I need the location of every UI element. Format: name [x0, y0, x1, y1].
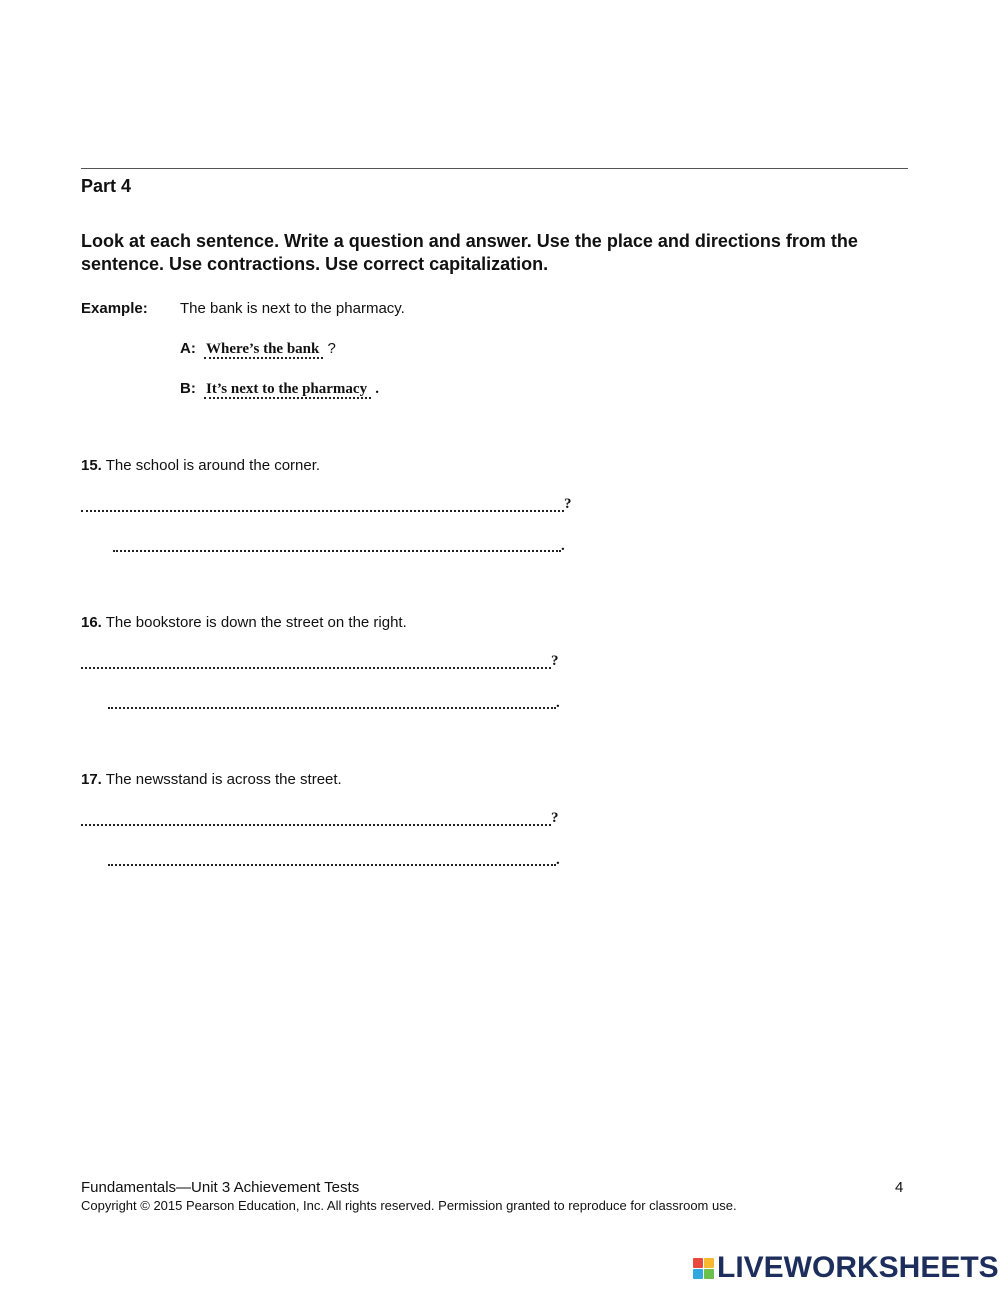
- question-sentence: The newsstand is across the street.: [105, 771, 342, 788]
- instructions: Look at each sentence. Write a question and answer. Use the place and directions from the sentence. Use contractions. Use correct capitalization.: [81, 231, 858, 274]
- example-b-answer: It’s next to the pharmacy: [204, 381, 371, 399]
- logo-square-blue: [693, 1269, 703, 1279]
- question-16: [81, 614, 407, 631]
- question-sentence: The bookstore is down the street on the right.: [105, 614, 407, 631]
- logo-square-red: [693, 1258, 703, 1268]
- example-a-answer: Where’s the bank: [204, 341, 323, 359]
- brand-name: LIVEWORKSHEETS: [717, 1251, 999, 1284]
- answer-17-question-mark: ?: [551, 810, 559, 826]
- liveworksheets-logo-icon: [693, 1258, 714, 1279]
- question-number: 16.: [81, 614, 102, 631]
- answer-17-period: .: [556, 852, 560, 868]
- example-a-punct: ?: [327, 340, 336, 357]
- answer-15-question-mark: ?: [564, 496, 572, 512]
- logo-square-yellow: [704, 1258, 714, 1268]
- part-title: Part 4: [81, 176, 132, 196]
- answer-15-period: .: [561, 538, 565, 554]
- example-b-punct: .: [375, 381, 380, 397]
- page-number: 4: [895, 1179, 904, 1196]
- example-answer-a: [180, 340, 336, 358]
- answer-16-answer-field[interactable]: [108, 705, 556, 709]
- footer-title: Fundamentals—Unit 3 Achievement Tests: [81, 1179, 360, 1196]
- example-answer-b: [180, 380, 379, 398]
- question-15: [81, 457, 320, 474]
- answer-16-period: .: [556, 695, 560, 711]
- question-sentence: The school is around the corner.: [105, 457, 321, 474]
- question-number: 15.: [81, 457, 102, 474]
- header-rule: [81, 168, 908, 169]
- example-a-label: A:: [180, 340, 196, 357]
- answer-16-question-field[interactable]: [81, 665, 551, 669]
- answer-16-question-mark: ?: [551, 653, 559, 669]
- question-17: [81, 771, 342, 788]
- copyright: Copyright © 2015 Pearson Education, Inc. All rights reserved. Permission granted to reproduce for classroom use.: [81, 1198, 737, 1213]
- liveworksheets-brand: [693, 1253, 999, 1283]
- example-sentence: The bank is next to the pharmacy.: [180, 300, 405, 317]
- logo-square-green: [704, 1269, 714, 1279]
- answer-17-answer-field[interactable]: [108, 862, 556, 866]
- example-label: Example:: [81, 300, 148, 317]
- answer-17-question-field[interactable]: [81, 822, 551, 826]
- answer-15-question-field[interactable]: [81, 508, 564, 512]
- question-number: 17.: [81, 771, 102, 788]
- example-b-label: B:: [180, 380, 196, 397]
- answer-15-answer-field[interactable]: [113, 548, 561, 552]
